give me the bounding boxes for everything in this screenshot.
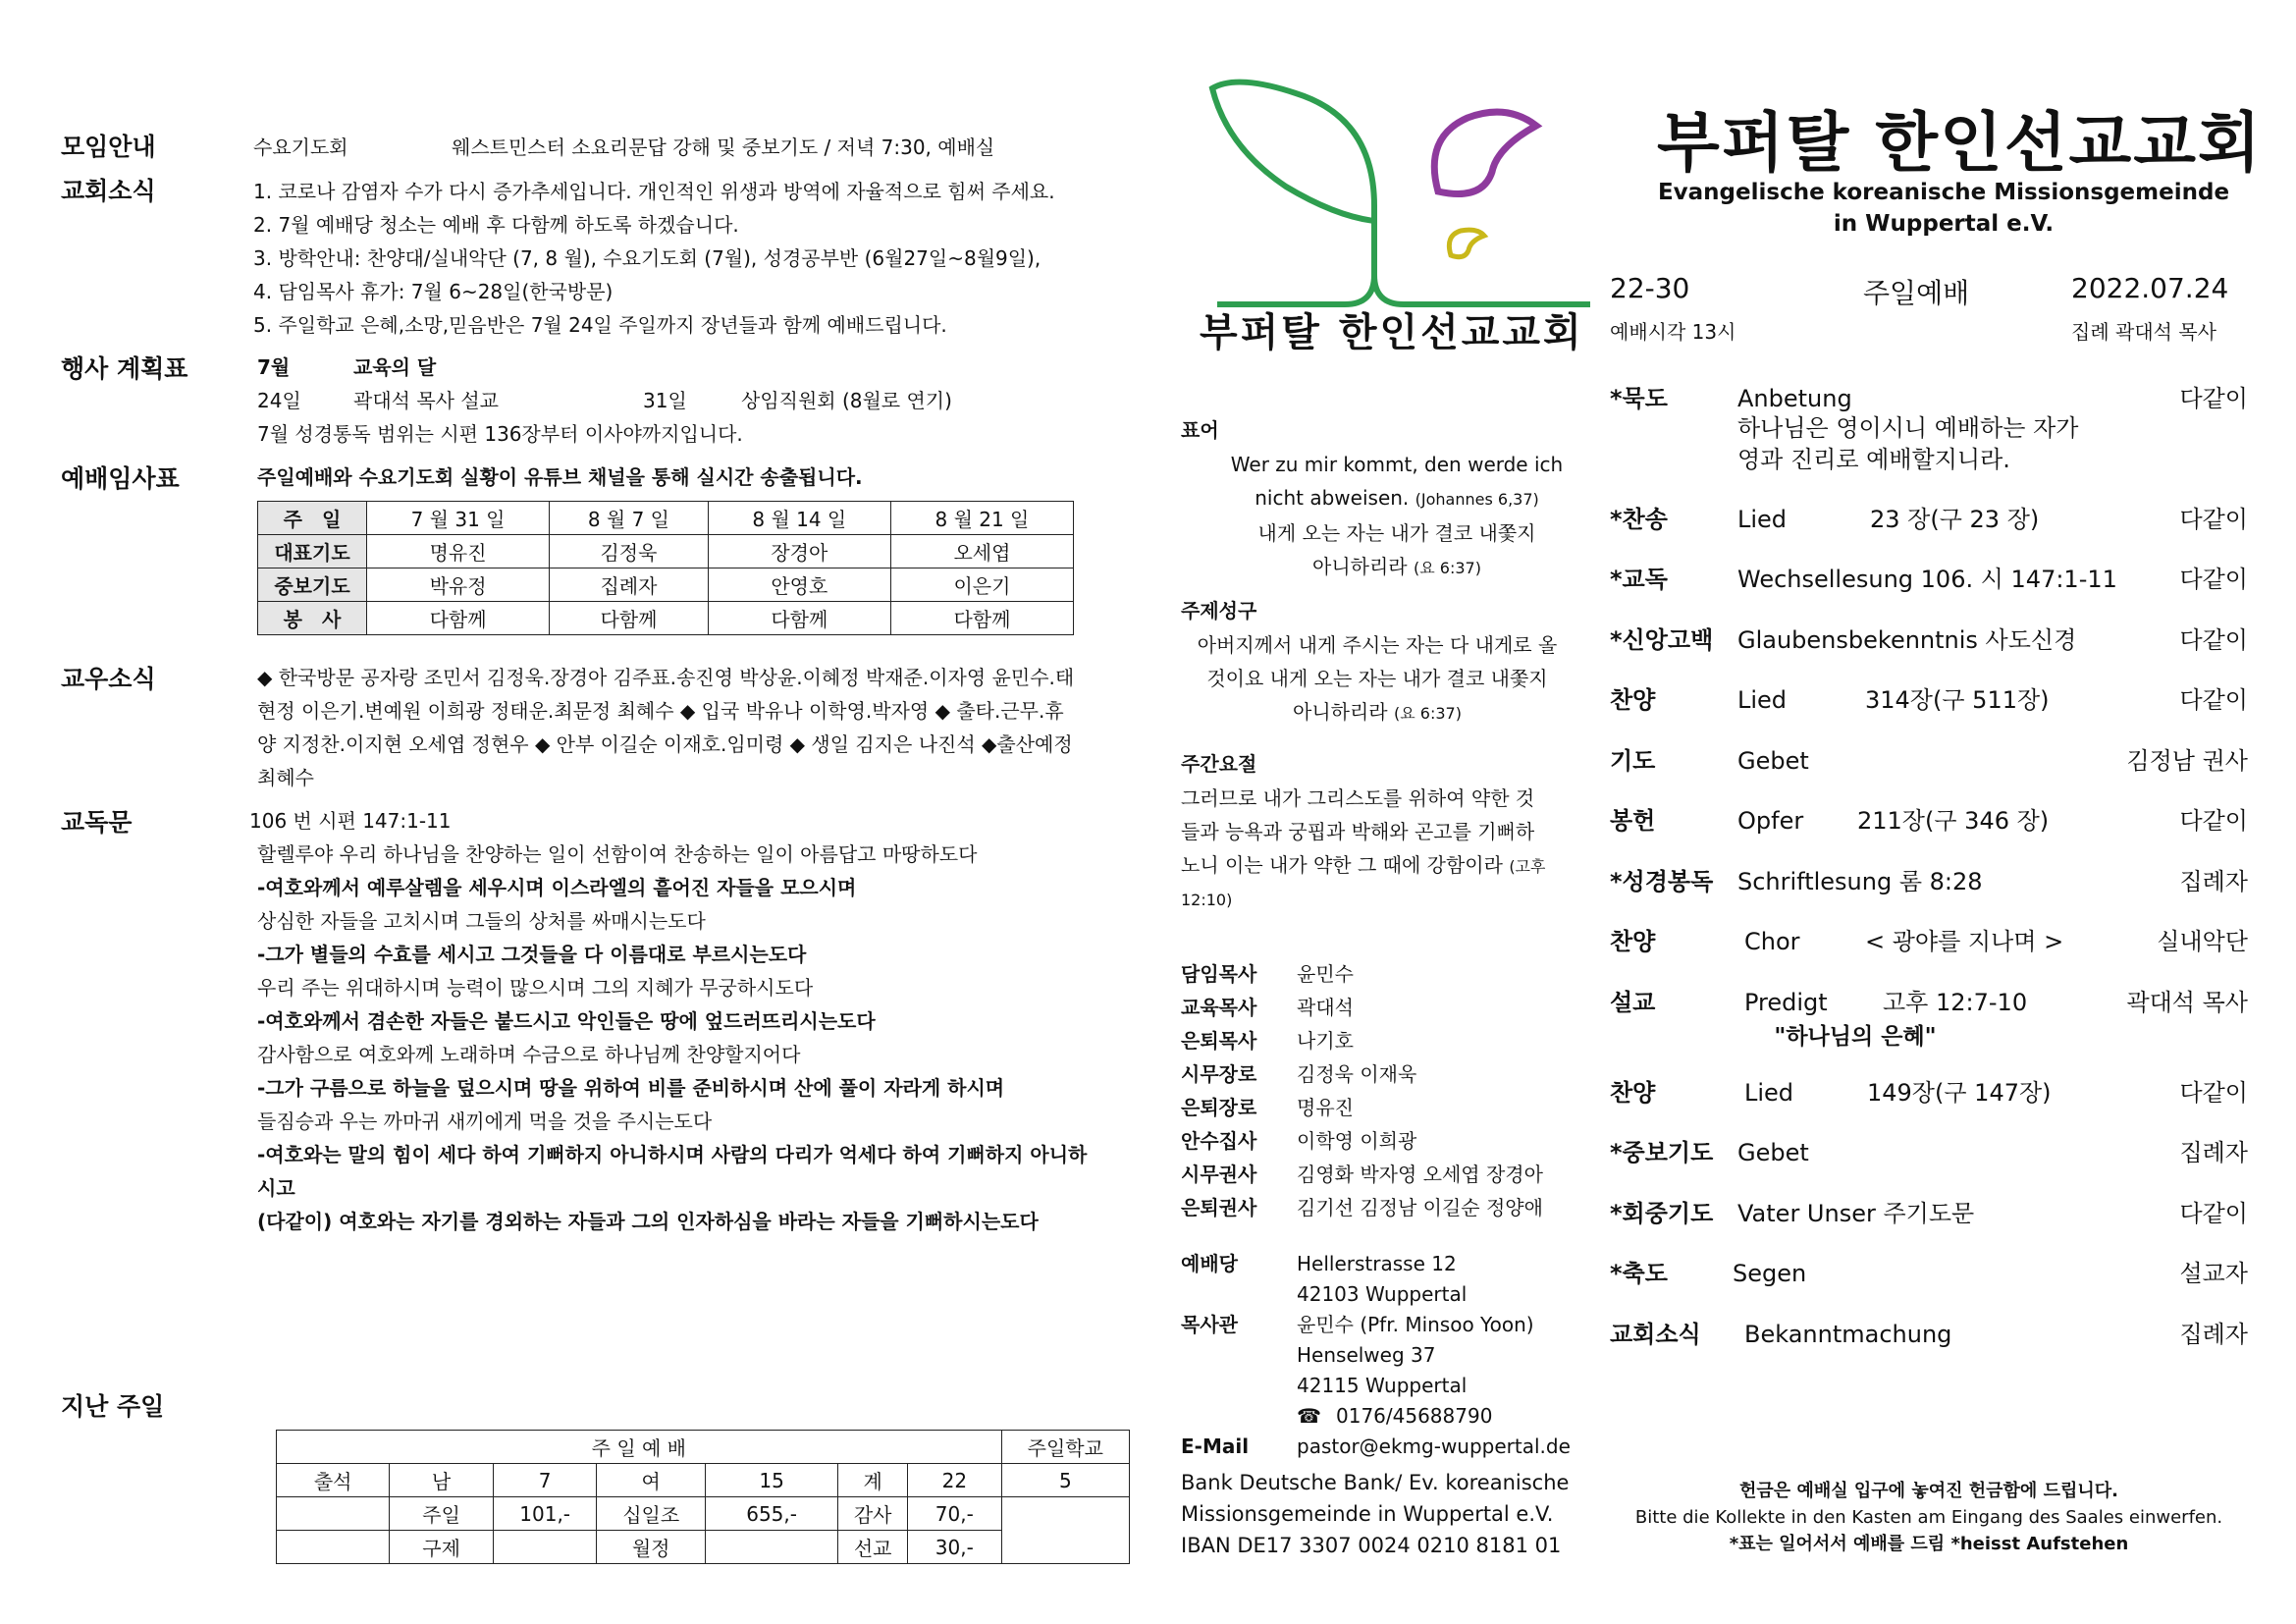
email-address[interactable]: pastor@ekmg-wuppertal.de — [1297, 1435, 1571, 1458]
duty-header-cell: 주 일 — [258, 502, 367, 535]
manse-line: 윤민수 (Pfr. Minsoo Yoon) — [1297, 1313, 1534, 1336]
theme-line: 아니하리라 — [1293, 700, 1388, 724]
week-number: 22-30 — [1610, 272, 1690, 304]
church-address-line: 42103 Wuppertal — [1297, 1282, 1468, 1306]
email-label: E-Mail — [1181, 1435, 1250, 1458]
attendance-cell: 십일조 — [597, 1497, 705, 1531]
events-label: 행사 계획표 — [61, 354, 188, 383]
church-title: 부퍼탈 한인선교교회 — [1657, 105, 2263, 181]
duty-cell: 집례자 — [550, 568, 709, 602]
motto-ref-ko: (요 6:37) — [1414, 559, 1481, 577]
events-note: 7월 성경통독 범위는 시편 136장부터 이사야까지입니다. — [257, 422, 743, 446]
reading-label: 교독문 — [61, 808, 133, 837]
staff-row: 시무권사 김영화 박자영 오세엽 장경아 — [1181, 1163, 1543, 1186]
news-item: 3. 방학안내: 찬양대/실내악단 (7, 8 월), 수요기도회 (7월), 성경공부반 (6월27일~8월9일), — [253, 246, 1041, 270]
duty-cell: 오세엽 — [890, 535, 1073, 568]
theme-line: 것이요 내게 오는 자는 내가 결코 내쫓지 — [1206, 667, 1548, 690]
attendance-cell: 655,- — [705, 1497, 837, 1531]
church-subtitle — [1629, 177, 2258, 240]
duty-cell: 이은기 — [890, 568, 1073, 602]
members-line: 최혜수 — [257, 766, 314, 789]
motto-line: nicht abweisen. — [1255, 486, 1410, 510]
order-row: *회중기도 Vater Unser 주기도문 다같이 — [1610, 1200, 2248, 1227]
order-row: 찬양 Chor < 광야를 지나며 > 실내악단 — [1610, 928, 2248, 955]
attendance-cell — [277, 1497, 390, 1531]
attendance-cell — [277, 1531, 390, 1564]
reading-line: 감사함으로 여호와께 노래하며 수금으로 하나님께 찬양할지어다 — [257, 1043, 801, 1066]
duty-note: 주일예배와 수요기도회 실황이 유튜브 채널을 통해 실시간 송출됩니다. — [257, 465, 863, 489]
theme-label: 주제성구 — [1181, 599, 1257, 623]
attendance-table — [276, 1430, 1130, 1564]
motto-ref: (Johannes 6,37) — [1415, 490, 1539, 509]
order-row: 찬양 Lied 149장(구 147장) 다같이 — [1610, 1079, 2248, 1107]
order-row: 교회소식 Bekanntmachung 집례자 — [1610, 1321, 2248, 1348]
duty-header-cell: 8 월 7 일 — [550, 502, 709, 535]
staff-row: 교육목사 곽대석 — [1181, 996, 1354, 1019]
motto-text — [1181, 448, 1613, 585]
staff-row: 안수집사 이학영 이희광 — [1181, 1129, 1417, 1153]
phone-icon: ☎ — [1297, 1404, 1321, 1428]
service-leader: 집례 곽대석 목사 — [2071, 320, 2216, 344]
footer-line: 헌금은 예배실 입구에 놓여진 헌금함에 드립니다. — [1739, 1481, 2118, 1501]
reading-line: 상심한 자들을 고치시며 그들의 상처를 싸매시는도다 — [257, 909, 706, 933]
duty-cell: 다함께 — [708, 602, 890, 635]
duty-cell: 다함께 — [890, 602, 1073, 635]
prayer-line: 하나님은 영이시니 예배하는 자가 — [1737, 414, 2079, 442]
members-label: 교우소식 — [61, 665, 156, 693]
attendance-cell: 15 — [705, 1464, 837, 1497]
events-theme: 교육의 달 — [353, 355, 437, 379]
news-item: 4. 담임목사 휴가: 7월 6~28일(한국방문) — [253, 280, 614, 303]
service-time: 예배시각 13시 — [1610, 320, 1736, 344]
reading-line: 할렐루야 우리 하나님을 찬양하는 일이 선함이여 찬송하는 일이 아름답고 마땅하도다 — [257, 842, 978, 866]
staff-row: 시무장로 김정욱 이재욱 — [1181, 1062, 1417, 1086]
duty-table — [257, 501, 1074, 635]
logo-purple-leaf — [1434, 112, 1536, 193]
reading-line: -여호와께서 예루살렘을 세우시며 이스라엘의 흩어진 자들을 모으시며 — [257, 876, 857, 899]
order-row: 기도 Gebet 김정남 권사 — [1610, 747, 2248, 775]
attendance-header-main: 주 일 예 배 — [277, 1431, 1002, 1464]
order-row: *성경봉독 Schriftlesung 롬 8:28 집례자 — [1610, 868, 2248, 895]
staff-row: 담임목사 윤민수 — [1181, 962, 1354, 986]
event-1-day: 24일 — [257, 389, 301, 412]
staff-list — [1181, 957, 1543, 1224]
event-2-text: 상임직원회 (8월로 연기) — [741, 389, 952, 412]
order-row: *중보기도 Gebet 집례자 — [1610, 1139, 2248, 1166]
church-address-line: Hellerstrasse 12 — [1297, 1252, 1457, 1275]
order-row: *찬송 Lied 23 장(구 23 장) 다같이 — [1610, 506, 2248, 533]
duty-cell: 김정욱 — [550, 535, 709, 568]
prayer-text — [1737, 412, 2078, 475]
reading-title: 106 번 시편 147:1-11 — [249, 809, 452, 833]
church-address-label: 예배당 — [1181, 1252, 1238, 1275]
duty-header-cell: 8 월 21 일 — [890, 502, 1073, 535]
address-block — [1181, 1249, 1571, 1462]
offering-note — [1610, 1478, 2248, 1557]
service-date: 2022.07.24 — [2071, 272, 2229, 304]
event-1-text: 곽대석 목사 설교 — [353, 389, 499, 412]
phone-number: 0176/45688790 — [1336, 1404, 1493, 1428]
attendance-cell: 선교 — [838, 1531, 908, 1564]
subtitle-line: Evangelische koreanische Missionsgemeinde — [1657, 180, 2230, 205]
motto-label: 표어 — [1181, 418, 1219, 442]
logo-green-leaf — [1212, 82, 1374, 304]
duty-label: 예배임사표 — [61, 464, 180, 493]
order-row: 봉헌 Opfer 211장(구 346 장) 다같이 — [1610, 807, 2248, 835]
staff-row: 은퇴장로 명유진 — [1181, 1096, 1354, 1119]
event-2-day: 31일 — [643, 389, 687, 412]
events-month: 7월 — [257, 355, 291, 379]
duty-row-label: 봉 사 — [258, 602, 367, 635]
news-item: 2. 7월 예배당 청소는 예배 후 다함께 하도록 하겠습니다. — [253, 213, 739, 237]
duty-header-cell: 8 월 14 일 — [708, 502, 890, 535]
reading-line: -여호와께서 겸손한 자들은 붙드시고 악인들은 땅에 엎드러뜨리시는도다 — [257, 1009, 876, 1033]
sermon-title: "하나님의 은혜" — [1774, 1024, 1937, 1050]
duty-cell: 다함께 — [367, 602, 550, 635]
order-row: *묵도 Anbetung 다같이 — [1610, 385, 2248, 412]
meeting-name: 수요기도회 — [253, 135, 348, 159]
attendance-cell: 감사 — [838, 1497, 908, 1531]
weekly-label: 주간요절 — [1181, 752, 1257, 776]
attendance-cell: 여 — [597, 1464, 705, 1497]
attendance-cell: 22 — [908, 1464, 1002, 1497]
attendance-cell: 101,- — [493, 1497, 597, 1531]
prayer-line: 영과 진리로 예배할지니라. — [1737, 446, 2010, 473]
attendance-cell: 주일 — [390, 1497, 493, 1531]
footer-line: *표는 일어서서 예배를 드림 *heisst Aufstehen — [1729, 1534, 2129, 1554]
reading-line: (다같이) 여호와는 자기를 경외하는 자들과 그의 인자하심을 바라는 자들을 기뻐하시는도다 — [257, 1210, 1039, 1233]
members-line: 현정 이은기.변예원 이희광 정태운.최문정 최혜수 ◆ 입국 박유나 이학영.박자영 ◆ 출타.근무.휴 — [257, 699, 1064, 723]
news-label: 교회소식 — [61, 177, 156, 205]
attendance-cell: 5 — [1001, 1464, 1129, 1497]
members-line: ◆ 한국방문 공자랑 조민서 김정욱.장경아 김주표.송진영 박상윤.이혜정 박재준.이자영 윤민수.태 — [257, 666, 1075, 689]
duty-cell: 다함께 — [550, 602, 709, 635]
bank-line: Bank Deutsche Bank/ Ev. koreanische — [1181, 1471, 1570, 1494]
footer-line: Bitte die Kollekte in den Kasten am Eingang des Saales einwerfen. — [1634, 1507, 2223, 1528]
subtitle-line: in Wuppertal e.V. — [1833, 211, 2055, 237]
manse-line: 42115 Wuppertal — [1297, 1374, 1468, 1397]
weekly-line: 들과 능욕과 궁핍과 박해와 곤고를 기뻐하 — [1181, 820, 1535, 843]
attendance-cell: 70,- — [908, 1497, 1002, 1531]
duty-header-cell: 7 월 31 일 — [367, 502, 550, 535]
attendance-cell: 구제 — [390, 1531, 493, 1564]
motto-line: 내게 오는 자는 내가 결코 내쫓지 — [1257, 521, 1536, 545]
service-name: 주일예배 — [1863, 277, 1970, 309]
attendance-cell: 출석 — [277, 1464, 390, 1497]
members-text — [257, 661, 1141, 794]
manse-label: 목사관 — [1181, 1313, 1238, 1336]
attendance-cell: 월정 — [597, 1531, 705, 1564]
news-list — [253, 175, 1055, 342]
attendance-cell: 남 — [390, 1464, 493, 1497]
motto-line: Wer zu mir kommt, den werde ich — [1230, 453, 1564, 476]
manse-line: Henselweg 37 — [1297, 1343, 1436, 1367]
reading-line: -그가 구름으로 하늘을 덮으시며 땅을 위하여 비를 준비하시며 산에 풀이 자라게 하시며 — [257, 1076, 1005, 1100]
duty-cell: 명유진 — [367, 535, 550, 568]
theme-ref: (요 6:37) — [1394, 704, 1462, 723]
duty-row-label: 중보기도 — [258, 568, 367, 602]
news-item: 1. 코로나 감염자 수가 다시 증가추세입니다. 개인적인 위생과 방역에 자율적으로 힘써 주세요. — [253, 180, 1055, 203]
motto-line: 아니하리라 — [1312, 555, 1408, 578]
attendance-cell — [493, 1531, 597, 1564]
logo-green-stem — [1374, 275, 1590, 304]
reading-line: 시고 — [257, 1176, 295, 1200]
news-item: 5. 주일학교 은혜,소망,믿음반은 7월 24일 주일까지 장년들과 함께 예배드립니다. — [253, 313, 947, 337]
weekly-line: 노니 이는 내가 약한 그 때에 강함이라 — [1181, 853, 1503, 877]
logo-yellow-seed — [1449, 230, 1484, 256]
weekly-ref-end: 12:10) — [1181, 891, 1233, 909]
attendance-header-school: 주일학교 — [1001, 1431, 1129, 1464]
order-row: 찬양 Lied 314장(구 511장) 다같이 — [1610, 686, 2248, 714]
theme-line: 아버지께서 내게 주시는 자는 다 내게로 올 — [1197, 633, 1558, 657]
order-row: *신앙고백 Glaubensbekenntnis 사도신경 다같이 — [1610, 626, 2248, 654]
bank-info — [1181, 1467, 1569, 1561]
meeting-text: 웨스트민스터 소요리문답 강해 및 중보기도 / 저녁 7:30, 예배실 — [452, 135, 995, 159]
duty-cell: 박유정 — [367, 568, 550, 602]
weekly-line: 그러므로 내가 그리스도를 위하여 약한 것 — [1181, 786, 1535, 810]
reading-line: -그가 별들의 수효를 세시고 그것들을 다 이름대로 부르시는도다 — [257, 943, 807, 966]
attendance-cell-empty — [1001, 1497, 1129, 1564]
last-week-label: 지난 주일 — [61, 1392, 165, 1421]
reading-line: 들짐승과 우는 까마귀 새끼에게 먹을 것을 주시는도다 — [257, 1110, 713, 1133]
staff-row: 은퇴권사 김기선 김정남 이길순 정양애 — [1181, 1196, 1543, 1219]
attendance-cell: 7 — [493, 1464, 597, 1497]
logo-text: 부퍼탈 한인선교교회 — [1200, 310, 1584, 355]
bank-line: IBAN DE17 3307 0024 0210 8181 01 — [1181, 1534, 1562, 1557]
weekly-text — [1181, 782, 1583, 917]
attendance-cell: 30,- — [908, 1531, 1002, 1564]
meeting-label: 모임안내 — [61, 133, 156, 161]
duty-row-label: 대표기도 — [258, 535, 367, 568]
order-row: 설교 Predigt 고후 12:7-10 곽대석 목사 — [1610, 989, 2248, 1016]
duty-cell: 장경아 — [708, 535, 890, 568]
attendance-cell: 계 — [838, 1464, 908, 1497]
reading-line: -여호와는 말의 힘이 세다 하여 기뻐하지 아니하시며 사람의 다리가 억세다 하여 기뻐하지 아니하 — [257, 1143, 1088, 1166]
attendance-cell — [705, 1531, 837, 1564]
members-line: 양 지정찬.이지현 오세엽 정현우 ◆ 안부 이길순 이재호.임미령 ◆ 생일 김지은 나진석 ◆출산예정 — [257, 732, 1073, 756]
staff-row: 은퇴목사 나기호 — [1181, 1029, 1354, 1053]
order-row: *축도 Segen 설교자 — [1610, 1260, 2248, 1287]
reading-line: 우리 주는 위대하시며 능력이 많으시며 그의 지혜가 무궁하시도다 — [257, 976, 814, 1000]
bank-line: Missionsgemeinde in Wuppertal e.V. — [1181, 1502, 1554, 1526]
church-logo — [1198, 59, 1590, 314]
weekly-ref: (고후 — [1509, 857, 1546, 876]
order-row: *교독 Wechsellesung 106. 시 147:1-11 다같이 — [1610, 566, 2248, 593]
reading-text — [257, 838, 1160, 1238]
duty-cell: 안영호 — [708, 568, 890, 602]
theme-text — [1181, 628, 1574, 731]
